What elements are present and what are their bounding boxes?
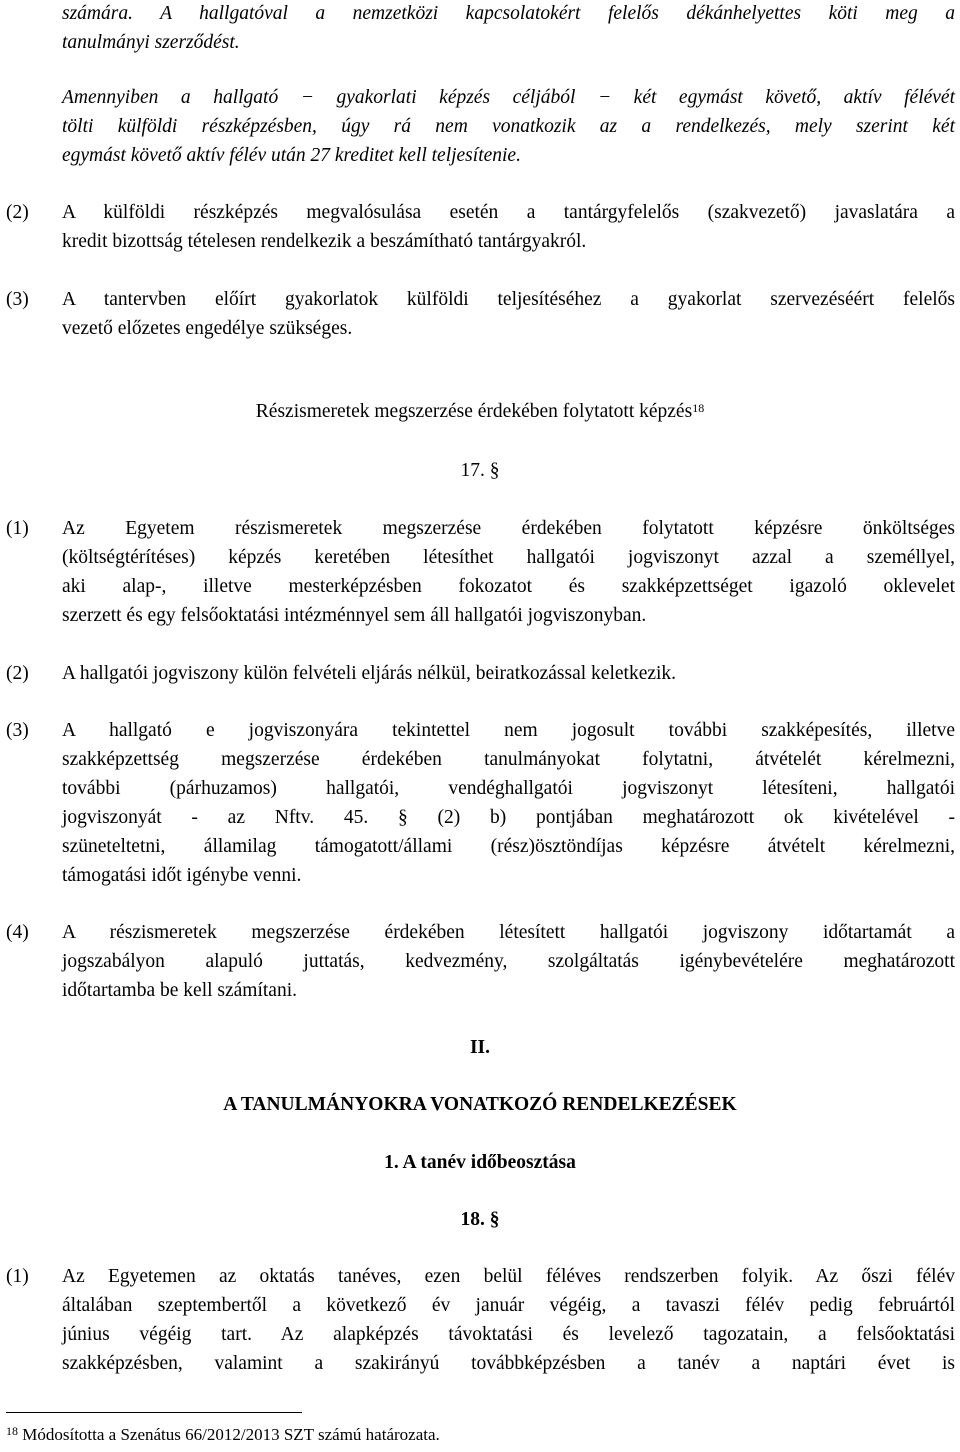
paragraph-line: általában szeptembertől a következő év január végéig, a tavaszi félév pedig februártól	[62, 1295, 955, 1316]
paragraph-17-1	[62, 514, 955, 630]
paragraph-line: jogszabályon alapuló juttatás, kedvezmény, szolgáltatás igénybevételére meghatározott	[62, 951, 955, 972]
italic-paragraph-line: tölti külföldi részképzésben, úgy rá nem vonatkozik az a rendelkezés, mely szerint két	[62, 116, 955, 137]
paragraph-line: jogviszonyát - az Nftv. 45. § (2) b) pontjában meghatározott ok kivételével -	[62, 807, 955, 828]
paragraph-line: A hallgató e jogviszonyára tekintettel nem jogosult további szakképesítés, illetve	[62, 720, 955, 741]
paragraph-number: (3)	[6, 289, 29, 310]
italic-paragraph	[62, 83, 955, 170]
paragraph-number: (1)	[6, 1266, 29, 1287]
paragraph-line: szakképzésben, valamint a szakirányú továbbképzésben a tanév a naptári évet is	[62, 1353, 955, 1374]
section-18-title: 18. §	[460, 1209, 500, 1230]
italic-paragraph-line: Amennyiben a hallgató − gyakorlati képzés céljából − két egymást követő, aktív félévét	[62, 87, 955, 108]
footnote	[6, 1424, 440, 1446]
paragraph-line: kredit bizottság tételesen rendelkezik a beszámítható tantárgyakról.	[62, 231, 587, 252]
paragraph-number: (4)	[6, 922, 29, 943]
paragraph-line: június végéig tart. Az alapképzés távoktatási és levelező tagozatain, a felsőoktatási	[62, 1324, 955, 1345]
paragraph-line: A külföldi részképzés megvalósulása esetén a tantárgyfelelős (szakvezető) javaslatára a	[62, 202, 955, 223]
italic-paragraph-line: egymást követő aktív félév után 27 kreditet kell teljesítenie.	[62, 145, 521, 166]
paragraph-line: szüneteltetni, államilag támogatott/állami (rész)ösztöndíjas képzésre átvételt kérelmezni,	[62, 836, 955, 857]
paragraph-17-3	[62, 716, 955, 890]
footnote-divider	[6, 1412, 302, 1413]
subheading	[0, 398, 960, 426]
paragraph-number: (2)	[6, 202, 29, 223]
paragraph-line: szerzett és egy felsőoktatási intézménnyel sem áll hallgatói jogviszonyban.	[62, 605, 647, 626]
subheading-text: Részismeretek megszerzése érdekében folytatott képzés	[255, 401, 693, 422]
paragraph-line: A tantervben előírt gyakorlatok külföldi teljesítéséhez a gyakorlat szervezéséért felelős	[62, 289, 955, 310]
paragraph-17-4	[62, 918, 955, 1005]
paragraph-number: (1)	[6, 518, 29, 539]
paragraph-16-2	[62, 198, 955, 256]
paragraph-18-1	[62, 1262, 955, 1378]
part-numeral: II.	[469, 1037, 491, 1058]
top-paragraph-line-1: számára. A hallgatóval a nemzetközi kapcsolatokért felelős dékánhelyettes köti meg a	[62, 3, 955, 24]
paragraph-line: időtartamba be kell számítani.	[62, 980, 297, 1001]
paragraph-line: A részismeretek megszerzése érdekében létesített hallgatói jogviszony időtartamát a	[62, 922, 955, 943]
part-title: A TANULMÁNYOKRA VONATKOZÓ RENDELKEZÉSEK	[223, 1094, 737, 1115]
paragraph-number: (2)	[6, 663, 29, 684]
paragraph-line: további (párhuzamos) hallgatói, vendéghallgatói jogviszonyt létesíteni, hallgatói	[62, 778, 955, 799]
paragraph-number: (3)	[6, 720, 29, 741]
top-paragraph-line-2: tanulmányi szerződést.	[62, 32, 240, 53]
paragraph-line: támogatási időt igénybe venni.	[62, 865, 302, 886]
paragraph-line: Az Egyetem részismeretek megszerzése érdekében folytatott képzésre önköltséges	[62, 518, 955, 539]
paragraph-line: szakképzettség megszerzése érdekében tanulmányokat folytatni, átvételét kérelmezni,	[62, 749, 955, 770]
footnote-text: Módosította a Szenátus 66/2012/2013 SZT számú határozata.	[22, 1425, 440, 1444]
chapter-title: 1. A tanév időbeosztása	[384, 1152, 576, 1173]
section-17-title: 17. §	[460, 460, 500, 481]
paragraph-16-3	[62, 285, 955, 343]
paragraph-line: vezető előzetes engedélye szükséges.	[62, 318, 353, 339]
paragraph-line: Az Egyetemen az oktatás tanéves, ezen belül féléves rendszerben folyik. Az őszi félév	[62, 1266, 955, 1287]
paragraph-line: aki alap-, illetve mesterképzésben fokozatot és szakképzettséget igazoló oklevelet	[62, 576, 955, 597]
paragraph-line: (költségtérítéses) képzés keretében létesíthet hallgatói jogviszonyt azzal a személlyel,	[62, 547, 955, 568]
footnote-reference: 18	[692, 401, 705, 415]
paragraph-17-2	[62, 659, 955, 688]
paragraph-line: A hallgatói jogviszony külön felvételi eljárás nélkül, beiratkozással keletkezik.	[62, 663, 677, 684]
footnote-number: 18	[6, 1424, 18, 1438]
